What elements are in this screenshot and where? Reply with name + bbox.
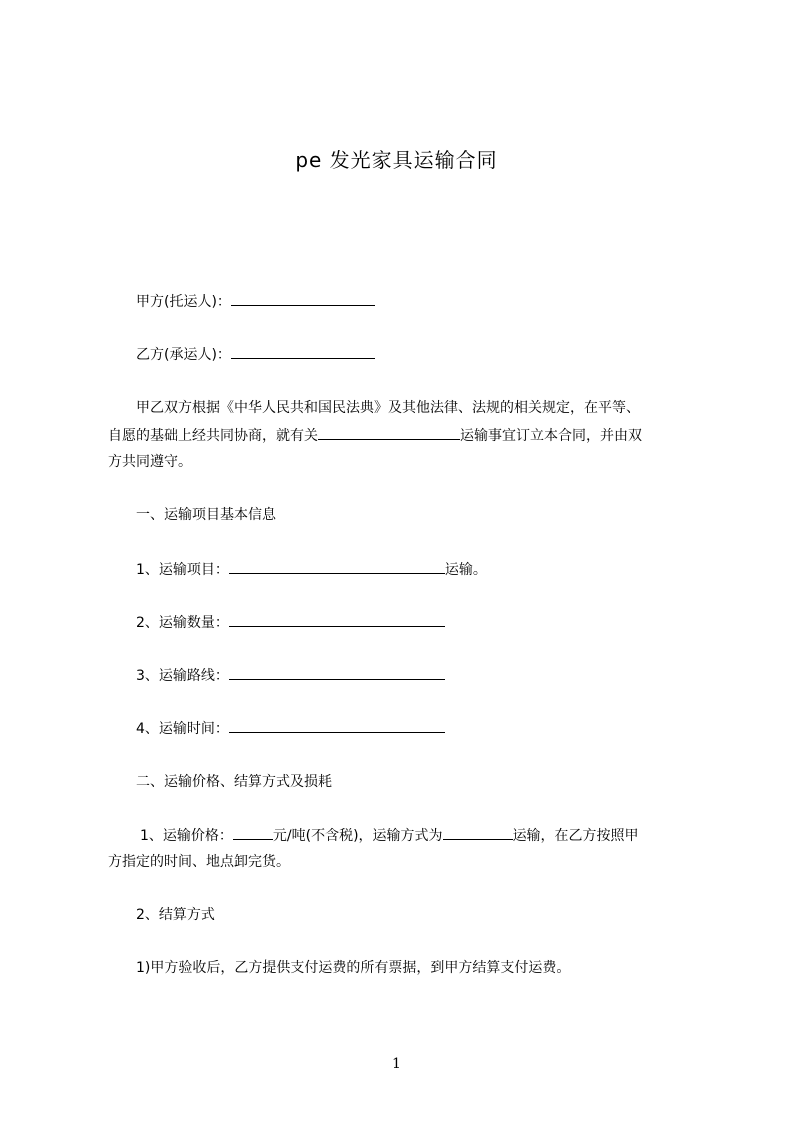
preamble-text-before: 自愿的基础上经共同协商，就有关 [108, 428, 318, 444]
item-1-label: 1、运输项目： [136, 562, 229, 578]
preamble-line-1: 甲乙双方根据《中华人民共和国民法典》及其他法律、法规的相关规定，在平等、 [136, 400, 640, 416]
transport-mode-blank[interactable] [443, 825, 513, 840]
item-4-blank[interactable] [229, 718, 445, 733]
preamble-line-2 [108, 425, 642, 446]
item-3-label: 3、运输路线： [136, 668, 229, 684]
item-2-line [136, 612, 445, 633]
party-a-blank[interactable] [231, 291, 375, 306]
price-blank[interactable] [233, 825, 273, 840]
section-2-heading: 二、运输价格、结算方式及损耗 [136, 774, 332, 790]
price-after: 运输，在乙方按照甲 [512, 828, 639, 844]
page-title: pe 发光家具运输合同 [295, 148, 498, 172]
preamble-text-after: 运输事宜订立本合同，并由双 [460, 428, 642, 444]
price-unit: 元/吨(不含税)，运输方式为 [272, 828, 443, 844]
item-3-line [136, 665, 445, 686]
party-b-line [136, 344, 375, 365]
party-b-blank[interactable] [231, 344, 375, 359]
preamble-line-3: 方共同遵守。 [108, 454, 192, 470]
settlement-item-1: 1)甲方验收后，乙方提供支付运费的所有票据，到甲方结算支付运费。 [136, 960, 571, 976]
section-1-heading: 一、运输项目基本信息 [136, 507, 276, 523]
settlement-heading: 2、结算方式 [136, 907, 215, 923]
item-1-line [136, 559, 487, 580]
price-label: 1、运输价格： [140, 828, 233, 844]
party-a-line [136, 291, 375, 312]
price-line-2: 方指定的时间、地点卸完货。 [108, 854, 290, 870]
party-b-label: 乙方(承运人)： [136, 347, 231, 363]
item-3-blank[interactable] [229, 665, 445, 680]
party-a-label: 甲方(托运人)： [136, 294, 231, 310]
item-2-blank[interactable] [229, 612, 445, 627]
item-2-label: 2、运输数量： [136, 615, 229, 631]
page-number: 1 [392, 1056, 401, 1072]
item-4-label: 4、运输时间： [136, 721, 229, 737]
price-line-1 [140, 825, 639, 846]
item-1-suffix: 运输。 [444, 562, 487, 578]
item-4-line [136, 718, 445, 739]
transport-subject-blank[interactable] [318, 425, 460, 440]
item-1-blank[interactable] [229, 559, 445, 574]
